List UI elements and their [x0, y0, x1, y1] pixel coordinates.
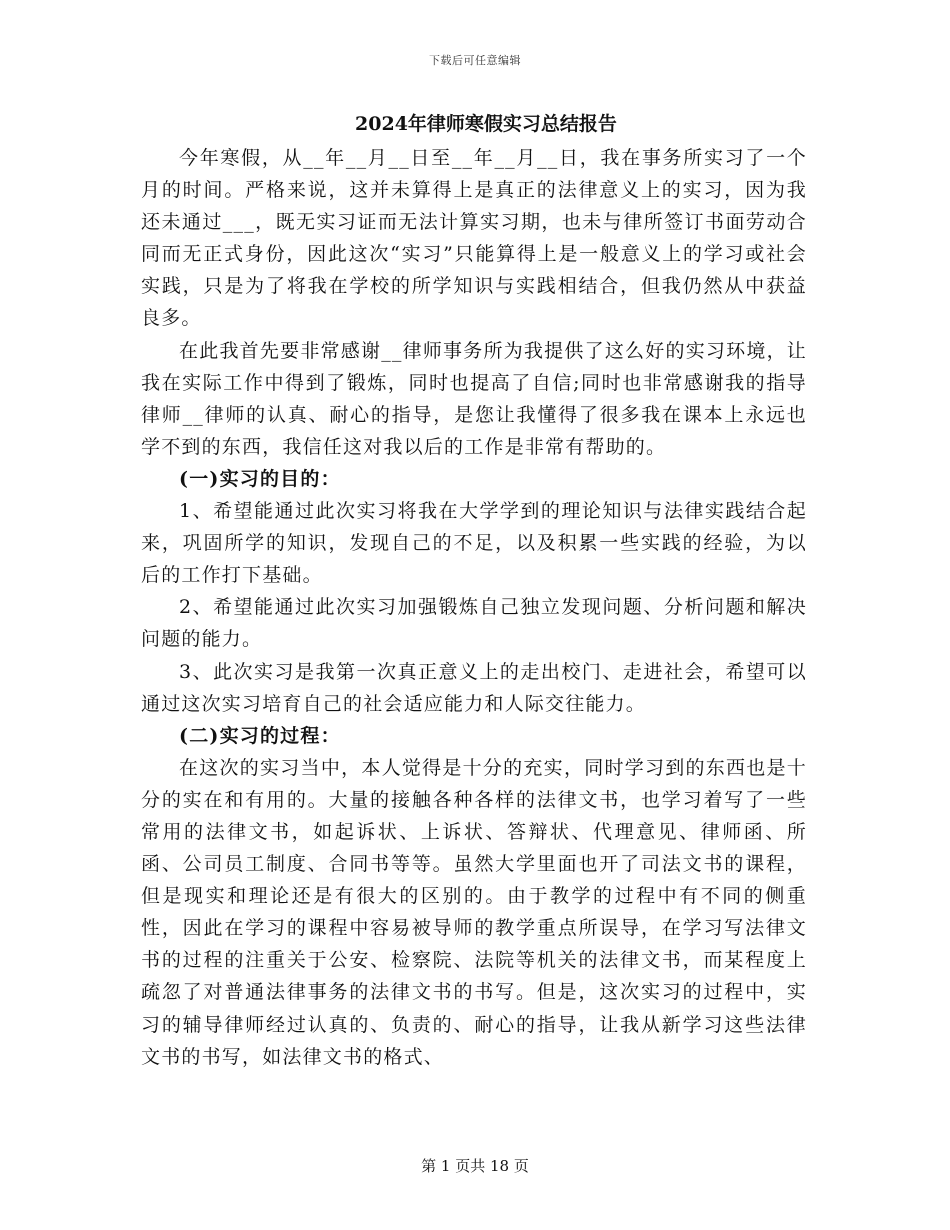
header-note: 下载后可任意编辑	[429, 54, 521, 67]
section-heading-purpose: (一)实习的目的：	[179, 467, 341, 490]
document-body	[141, 106, 807, 1073]
document-title: 2024年律师寒假实习总结报告	[355, 113, 617, 135]
paragraph-purpose-2: 2、希望能通过此次实习加强锻炼自己独立发现问题、分析问题和解决问题的能力。	[141, 596, 807, 651]
paragraph-thanks: 在此我首先要非常感谢__律师事务所为我提供了这么好的实习环境，让我在实际工作中得到了锻炼，同时也提高了自信;同时也非常感谢我的指导律师__律师的认真、耐心的指导，是您让我懂得了很多我在课本上永远也学不到的东西，我信任这对我以后的工作是非常有帮助的。	[141, 339, 807, 458]
page-number-footer: 第 1 页共 18 页	[421, 1157, 529, 1175]
paragraph-purpose-3: 3、此次实习是我第一次真正意义上的走出校门、走进社会，希望可以通过这次实习培育自己的社会适应能力和人际交往能力。	[141, 660, 807, 715]
paragraph-intro: 今年寒假，从__年__月__日至__年__月__日，我在事务所实习了一个月的时间。严格来说，这并未算得上是真正的法律意义上的实习，因为我还未通过___，既无实习证而无法计算实习期，也未与律所签订书面劳动合同而无正式身份，因此这次“实习”只能算得上是一般意义上的学习或社会实践，只是为了将我在学校的所学知识与实践相结合，但我仍然从中获益良多。	[141, 147, 807, 330]
paragraph-process: 在这次的实习当中，本人觉得是十分的充实，同时学习到的东西也是十分的实在和有用的。大量的接触各种各样的法律文书，也学习着写了一些常用的法律文书，如起诉状、上诉状、答辩状、代理意见、律师函、所函、公司员工制度、合同书等等。虽然大学里面也开了司法文书的课程，但是现实和理论还是有很大的区别的。由于教学的过程中有不同的侧重性，因此在学习的课程中容易被导师的教学重点所误导，在学习写法律文书的过程的注重关于公安、检察院、法院等机关的法律文书，而某程度上疏忽了对普通法律事务的法律文书的书写。但是，这次实习的过程中，实习的辅导律师经过认真的、负责的、耐心的指导，让我从新学习这些法律文书的书写，如法律文书的格式、	[141, 756, 807, 1068]
section-heading-process: (二)实习的过程：	[179, 724, 341, 747]
paragraph-purpose-1: 1、希望能通过此次实习将我在大学学到的理论知识与法律实践结合起来，巩固所学的知识，发现自己的不足，以及积累一些实践的经验，为以后的工作打下基础。	[141, 500, 807, 587]
